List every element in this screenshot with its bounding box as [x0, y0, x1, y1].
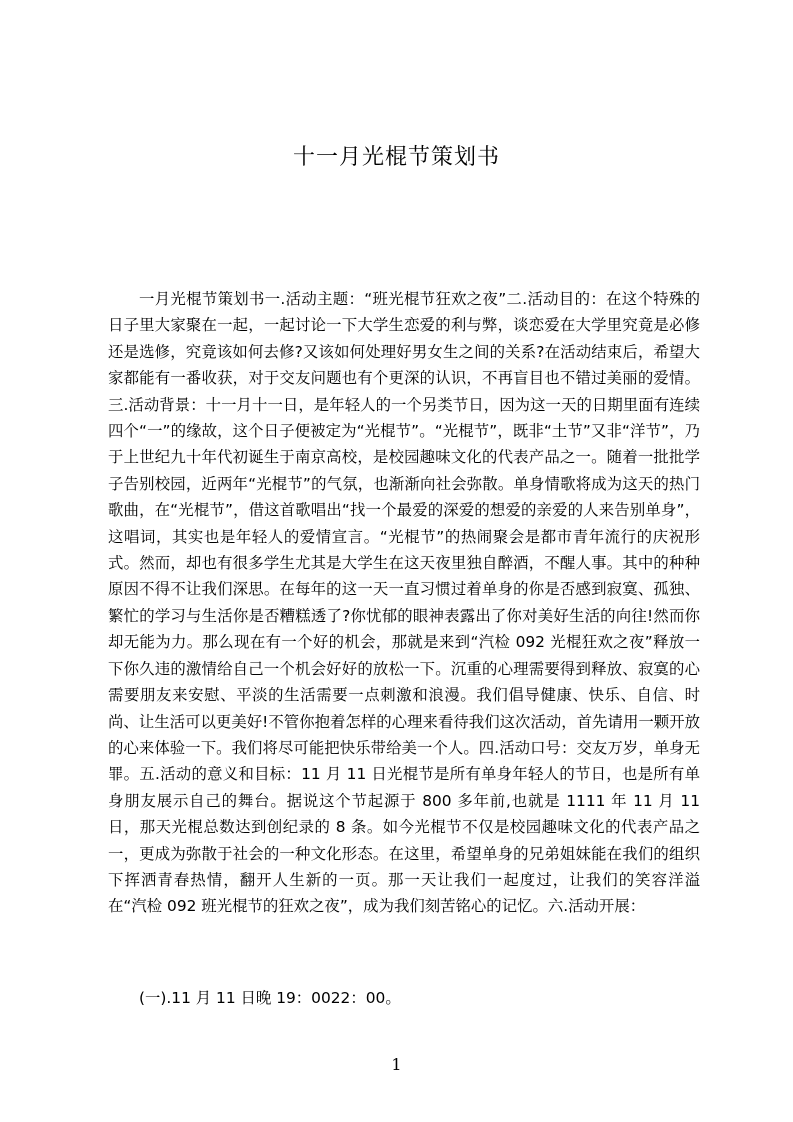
page-number: 1 [391, 1055, 402, 1074]
document-title: 十一月光棍节策划书 [292, 145, 500, 170]
body-paragraph: 一月光棍节策划书一.活动主题：“班光棍节狂欢之夜”二.活动目的：在这个特殊的日子里大家聚在一起，一起讨论一下大学生恋爱的利与弊，谈恋爱在大学里究竟是必修还是选修，究竟该如何去修?又该如何处理好男女生之间的关系?在活动结束后，希望大家都能有一番收获，对于交友问题也有个更深的认识，不再盲目也不错过美丽的爱情。三.活动背景：十一月十一日，是年轻人的一个另类节日，因为这一天的日期里面有连续四个“一”的缘故，这个日子便被定为“光棍节”。“光棍节”，既非“土节”又非“洋节”，乃于上世纪九十年代初诞生于南京高校，是校园趣味文化的代表产品之一。随着一批批学子告别校园，近两年“光棍节”的气氛，也渐渐向社会弥散。单身情歌将成为这天的热门歌曲，在“光棍节”，借这首歌唱出“找一个最爱的深爱的想爱的亲爱的人来告别单身”，这唱词，其实也是年轻人的爱情宣言。“光棍节”的热闹聚会是都市青年流行的庆祝形式。然而，却也有很多学生尤其是大学生在这天夜里独自醉酒，不醒人事。其中的种种原因不得不让我们深思。在每年的这一天一直习惯过着单身的你是否感到寂寞、孤独、繁忙的学习与生活你是否糟糕透了?你忧郁的眼神表露出了你对美好生活的向往!然而你却无能为力。那么现在有一个好的机会，那就是来到“汽检 092 光棍狂欢之夜”释放一下你久违的激情给自己一个机会好好的放松一下。沉重的心理需要得到释放、寂寞的心需要朋友来安慰、平淡的生活需要一点刺激和浪漫。我们倡导健康、快乐、自信、时尚、让生活可以更美好!不管你抱着怎样的心理来看待我们这次活动，首先请用一颗开放的心来体验一下。我们将尽可能把快乐带给美一个人。四.活动口号：交友万岁，单身无罪。五.活动的意义和目标：11 月 11 日光棍节是所有单身年轻人的节日，也是所有单身朋友展示自己的舞台。据说这个节起源于 800 多年前,也就是 1111 年 11 月 11 日，那天光棍总数达到创纪录的 8 条。如今光棍节不仅是校园趣味文化的代表产品之一，更成为弥散于社会的一种文化形态。在这里，希望单身的兄弟姐妹能在我们的组织下挥洒青春热情，翻开人生新的一页。那一天让我们一起度过，让我们的笑容洋溢在“汽检 092 班光棍节的狂欢之夜”，成为我们刻苦铭心的记忆。六.活动开展： [108, 290, 700, 916]
schedule-paragraph: (一).11 月 11 日晚 19：0022：00。 [139, 989, 401, 1007]
